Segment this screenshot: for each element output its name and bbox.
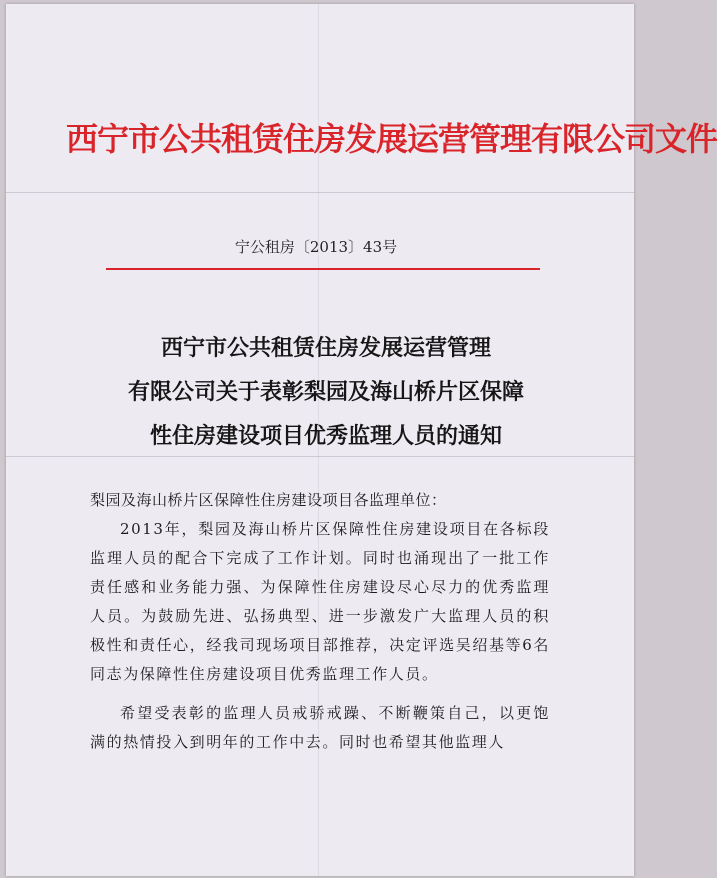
title-line: 性住房建设项目优秀监理人员的通知 [149, 423, 502, 449]
document-body [90, 486, 550, 757]
paper-fold-line [6, 192, 634, 193]
header-divider [106, 268, 540, 270]
title-line: 西宁市公共租赁住房发展运营管理 [160, 335, 491, 361]
body-paragraph: 希望受表彰的监理人员戒骄戒躁、不断鞭策自己，以更饱满的热情投入到明年的工作中去。同时也希望其他监理人 [90, 704, 550, 751]
salutation: 梨园及海山桥片区保障性住房建设项目各监理单位： [90, 491, 447, 509]
document-number: 宁公租房〔2013〕43号 [234, 238, 398, 256]
document-header: 西宁市公共租赁住房发展运营管理有限公司文件 [66, 120, 717, 158]
body-paragraph: 2013年，梨园及海山桥片区保障性住房建设项目在各标段监理人员的配合下完成了工作计划。同时也涌现出了一批工作责任感和业务能力强、为保障性住房建设尽心尽力的优秀监理人员。为鼓励先进、弘扬典型、进一步激发广大监理人员的积极性和责任心，经我司现场项目部推荐，决定评选吴绍基等6名同志为保障性住房建设项目优秀监理工作人员。 [90, 520, 550, 683]
document-page [6, 4, 717, 876]
document-title [86, 326, 566, 458]
title-line: 有限公司关于表彰梨园及海山桥片区保障 [127, 379, 524, 405]
